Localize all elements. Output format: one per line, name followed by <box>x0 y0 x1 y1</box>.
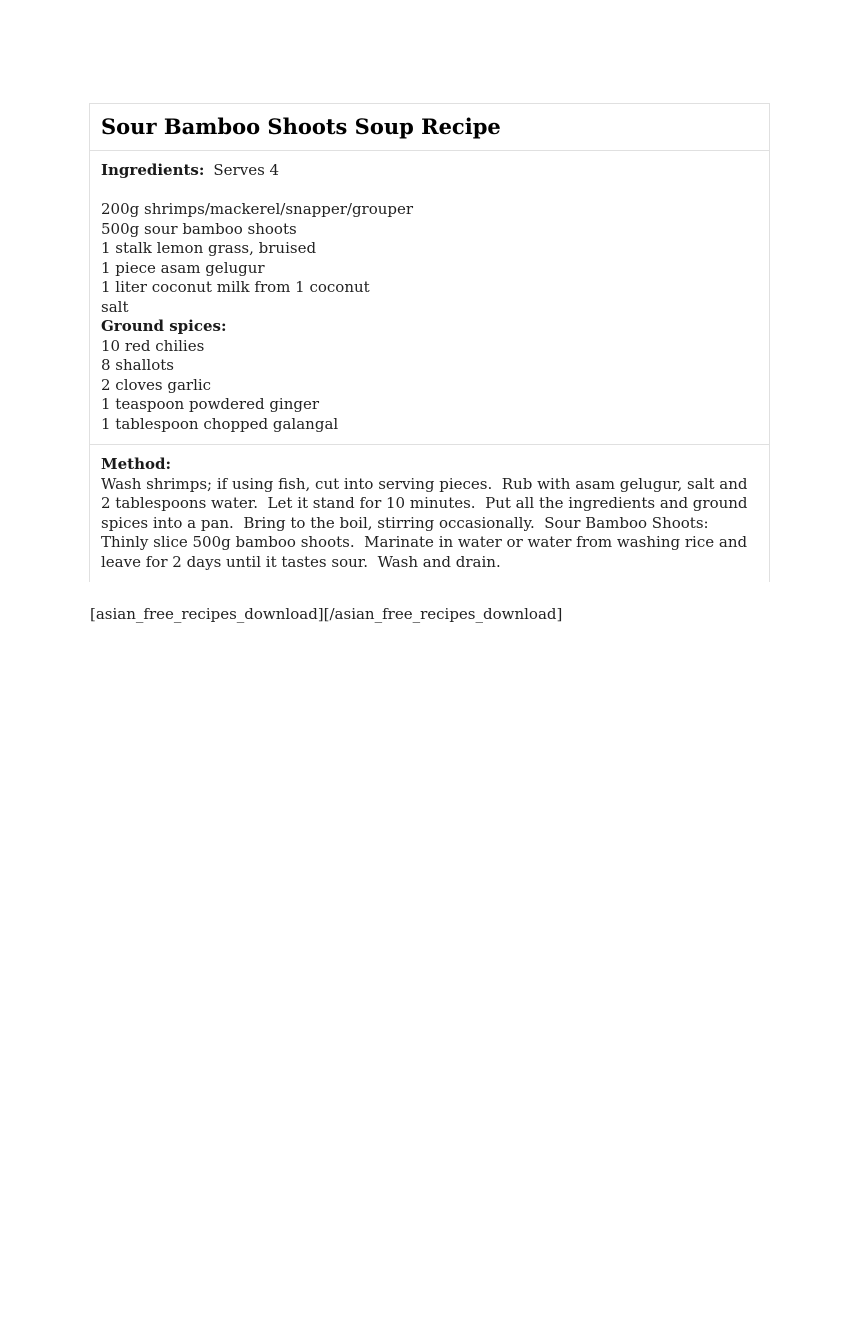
ground-spice-item: 1 teaspoon powdered ginger <box>101 395 320 413</box>
ground-spice-item: 1 tablespoon chopped galangal <box>101 414 339 433</box>
ground-spice-item: 10 red chilies <box>101 336 205 355</box>
ingredients-label: Ingredients: <box>101 161 205 179</box>
recipe-card <box>89 103 770 582</box>
shortcode-text: [asian_free_recipes_download][/asian_free_recipes_download] <box>90 605 563 623</box>
ingredient-item: 1 liter coconut milk from 1 coconut <box>101 278 370 296</box>
method-label: Method: <box>101 455 172 473</box>
method-section <box>90 445 769 582</box>
ingredient-item: 200g shrimps/mackerel/snapper/grouper <box>101 200 414 218</box>
recipe-title: Sour Bamboo Shoots Soup Recipe <box>101 114 501 139</box>
ingredient-item: 500g sour bamboo shoots <box>101 219 297 238</box>
ground-spice-item: 8 shallots <box>101 356 174 374</box>
method-text: Wash shrimps; if using fish, cut into serving pieces. Rub with asam gelugur, salt and 2 tablespoons water. Let it stand for 10 minutes. Put all the ingredients and ground spices into a pan. Bring to the boil, stirring occasionally. Sour Bamboo Shoots: Thinly slice 500g bamboo shoots. Marinate in water or water from washing rice and leave for 2 days until it tastes sour. Wash and drain. <box>101 474 753 571</box>
ingredient-item: 1 piece asam gelugur <box>101 258 265 277</box>
ground-spice-item: 2 cloves garlic <box>101 375 212 394</box>
ingredient-item: salt <box>101 297 129 316</box>
ingredient-item: 1 stalk lemon grass, bruised <box>101 239 317 257</box>
serves-text: Serves 4 <box>213 161 280 179</box>
blank-spacer-line <box>101 181 758 201</box>
recipe-title-section <box>90 104 769 151</box>
ground-spices-label: Ground spices: <box>101 317 227 335</box>
ingredients-section <box>90 151 769 445</box>
ingredients-header-line <box>101 161 758 181</box>
